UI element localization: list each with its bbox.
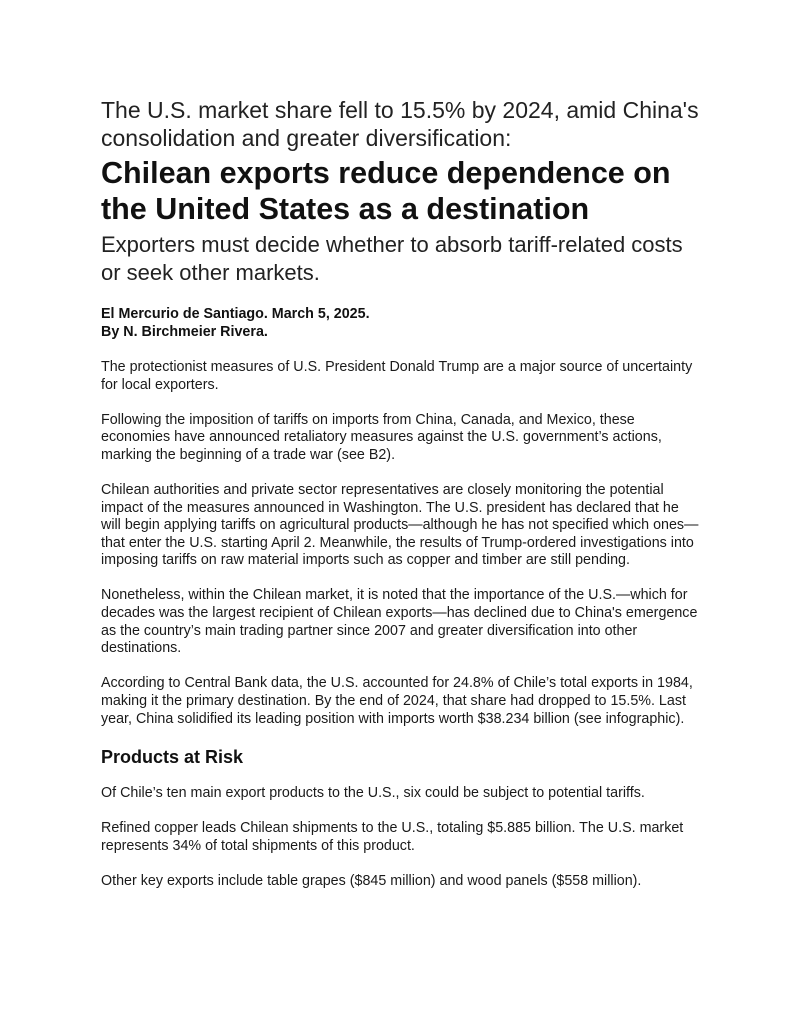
paragraph: Other key exports include table grapes ($845 million) and wood panels ($558 million). — [101, 872, 642, 889]
byline — [101, 306, 701, 341]
paragraph: Refined copper leads Chilean shipments to the U.S., totaling $5.885 billion. The U.S. market represents 34% of total shipments of this product. — [101, 820, 684, 854]
article-headline: Chilean exports reduce dependence on the United States as a destination — [101, 156, 671, 226]
paragraph: Following the imposition of tariffs on imports from China, Canada, and Mexico, these economies have announced retaliatory measures against the U.S. government’s actions, marking the beginning of a trade war (see B2). — [101, 411, 662, 463]
paragraph: Chilean authorities and private sector representatives are closely monitoring the potential impact of the measures announced in Washington. The U.S. president has declared that he will begin applying tariffs on agricultural products—although he has not specified which ones—that enter the U.S. starting April 2. Meanwhile, the results of Trump-ordered investigations into imposing tariffs on raw material imports such as copper and timber are still pending. — [101, 481, 699, 569]
paragraph: The protectionist measures of U.S. President Donald Trump are a major source of uncertainty for local exporters. — [101, 359, 693, 393]
paragraph: Nonetheless, within the Chilean market, it is noted that the importance of the U.S.—which for decades was the largest recipient of Chilean exports—has declined due to China's emergence as the country’s main trading partner since 2007 and greater diversification into other destinations. — [101, 587, 698, 657]
author-line: By N. Birchmeier Rivera. — [101, 323, 268, 340]
article — [101, 96, 701, 890]
source-line: El Mercurio de Santiago. March 5, 2025. — [101, 306, 370, 322]
paragraph: According to Central Bank data, the U.S. accounted for 24.8% of Chile’s total exports in 1984, making it the primary destination. By the end of 2024, that share had dropped to 15.5%. Last year, China solidified its leading position with imports worth $38.234 billion (see infographic). — [101, 675, 693, 727]
article-kicker: The U.S. market share fell to 15.5% by 2024, amid China's consolidation and greater diversification: — [101, 97, 699, 151]
section-heading: Products at Risk — [101, 747, 244, 768]
paragraph: Of Chile’s ten main export products to the U.S., six could be subject to potential tariffs. — [101, 785, 645, 802]
article-deck: Exporters must decide whether to absorb tariff-related costs or seek other markets. — [101, 232, 683, 285]
